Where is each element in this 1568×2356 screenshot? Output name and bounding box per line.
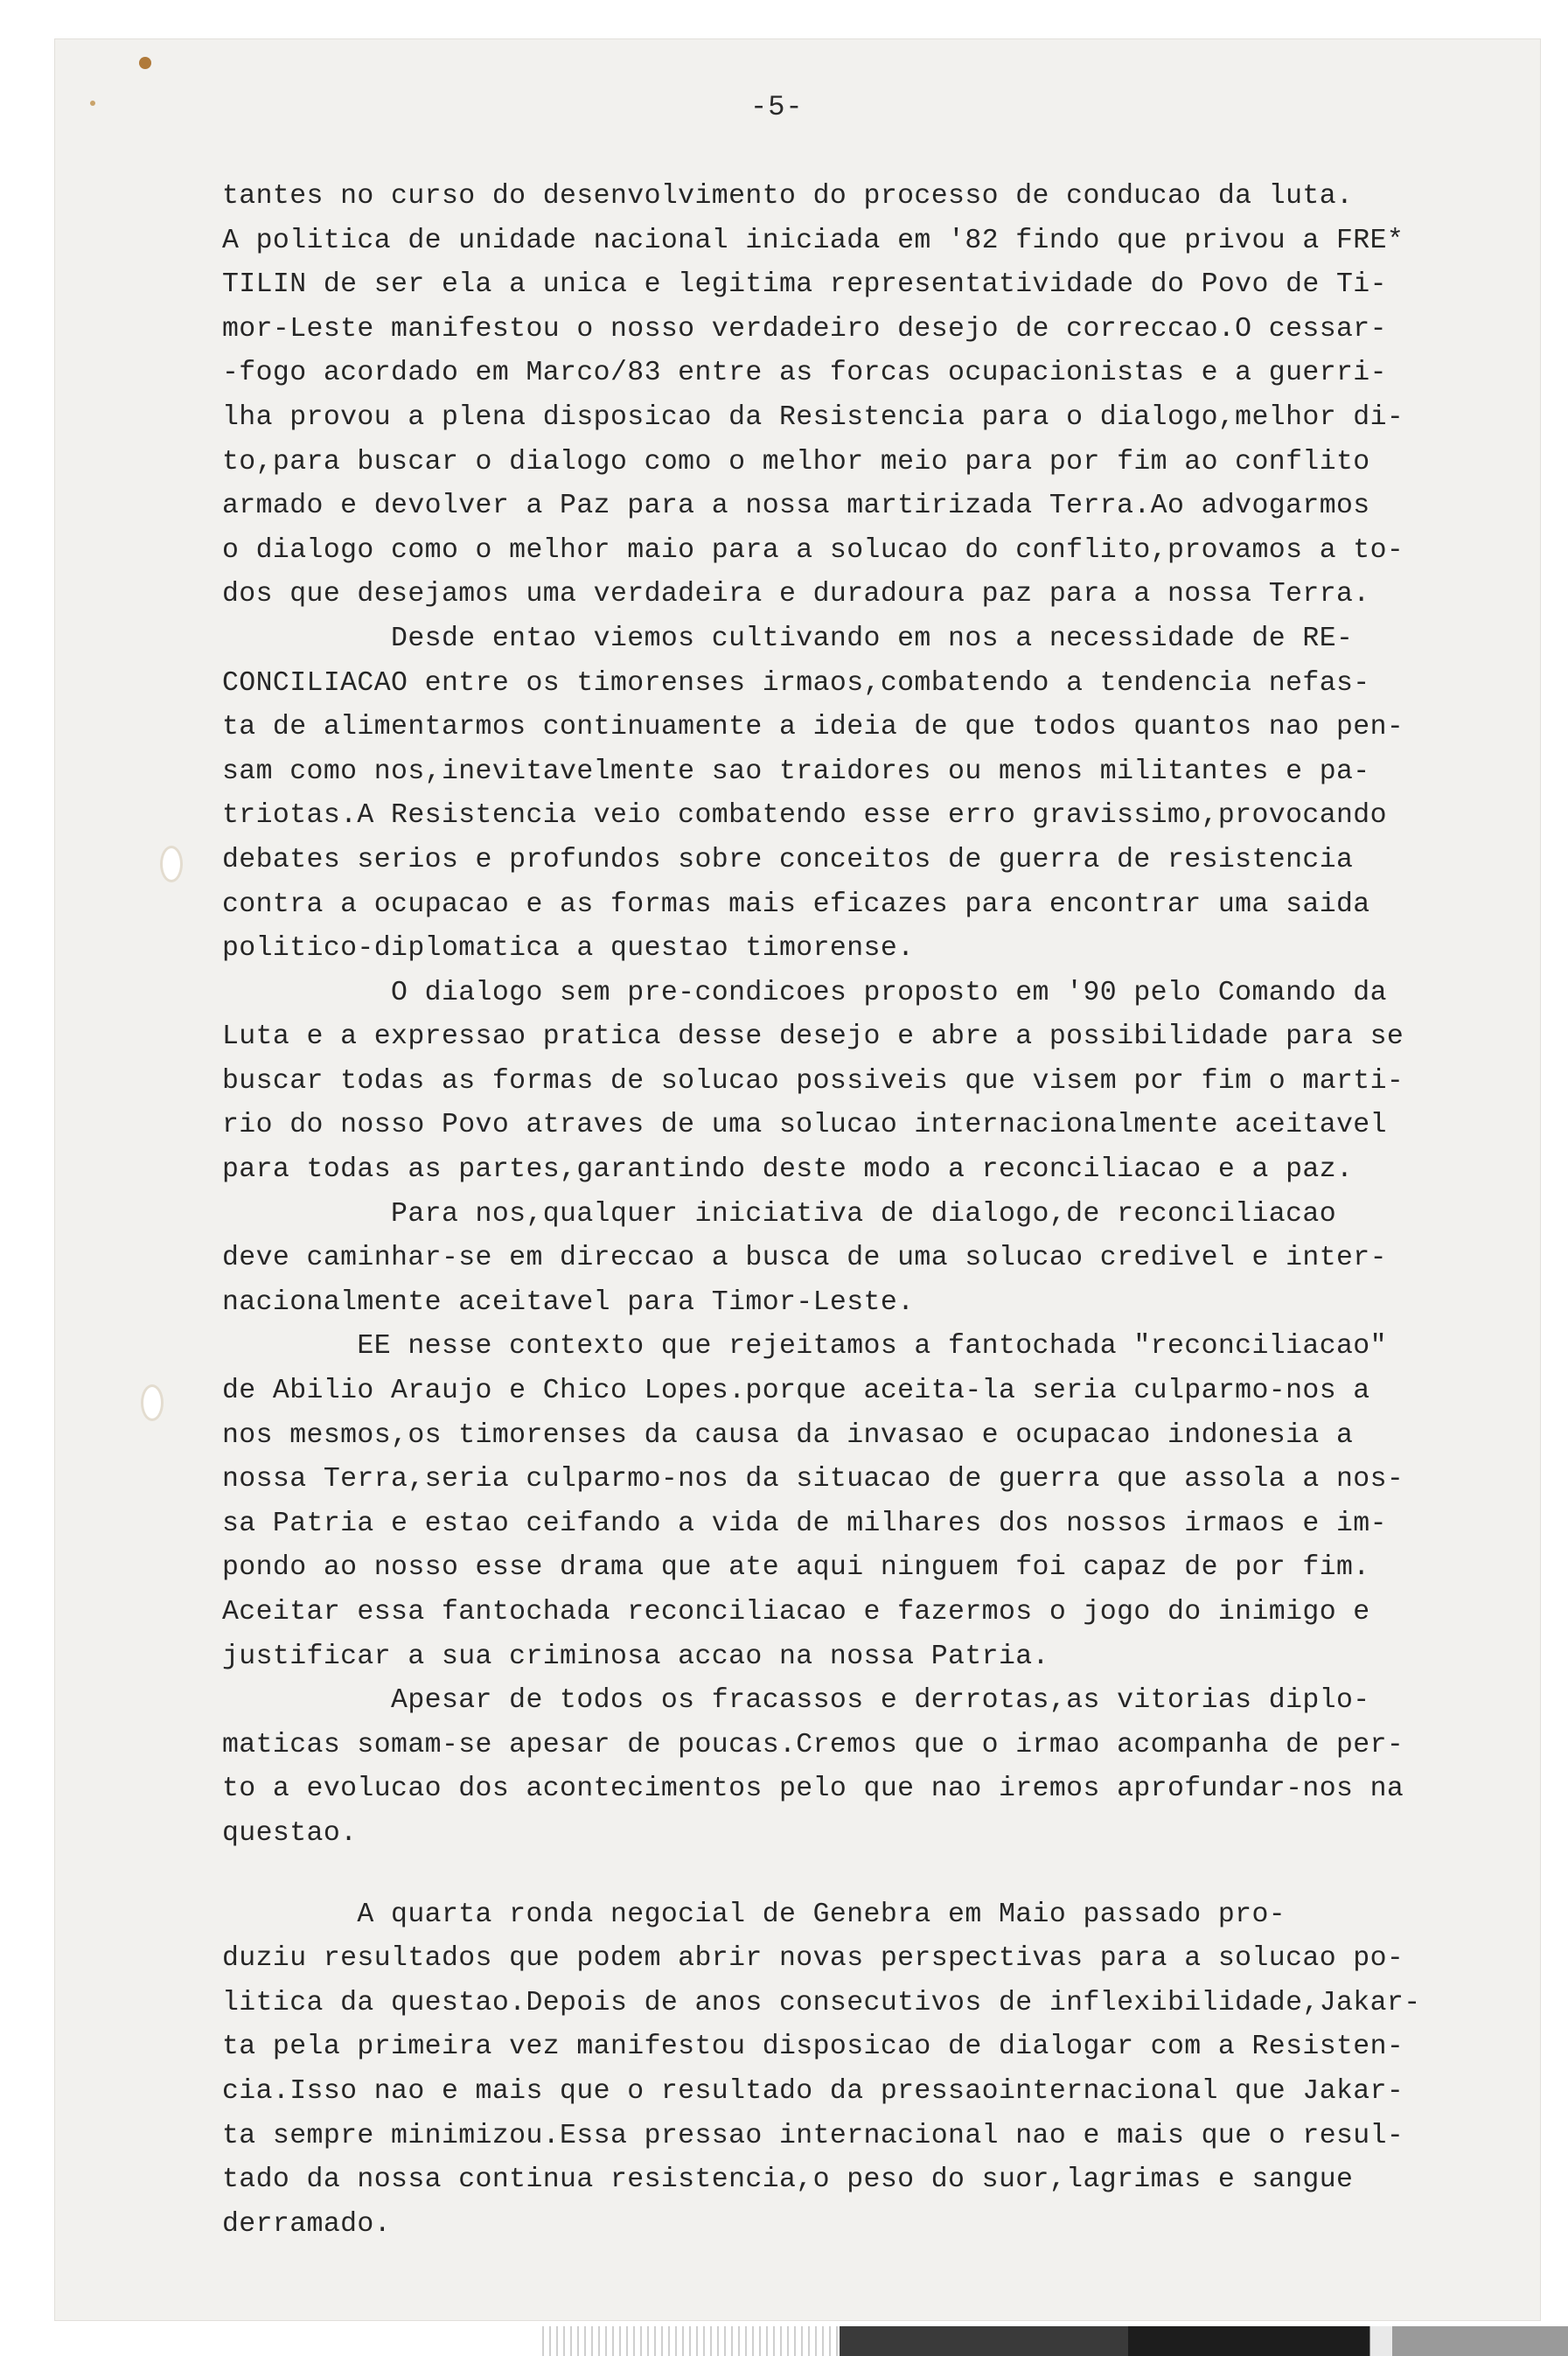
text-line: politico-diplomatica a questao timorense. [222,933,915,965]
text-line: ta sempre minimizou.Essa pressao internacional nao e mais que o resul- [222,2120,1404,2151]
text-line: Luta e a expressao pratica desse desejo e abre a possibilidade para se [222,1021,1404,1053]
text-line: debates serios e profundos sobre conceitos de guerra de resistencia [222,844,1354,875]
text-line: Aceitar essa fantochada reconciliacao e fazermos o jogo do inimigo e [222,1597,1370,1628]
text-line: EE nesse contexto que rejeitamos a fantochada "reconciliacao" [222,1331,1387,1363]
text-line: -fogo acordado em Marco/83 entre as forcas ocupacionistas e a guerri- [222,358,1387,389]
text-line: A quarta ronda negocial de Genebra em Maio passado pro- [222,1899,1286,1930]
text-line: duziu resultados que podem abrir novas perspectivas para a solucao po- [222,1943,1404,1975]
text-line: A politica de unidade nacional iniciada em '82 findo que privou a FRE* [222,225,1404,256]
text-line: Apesar de todos os fracassos e derrotas,as vitorias diplo- [222,1685,1370,1717]
text-line: to a evolucao dos acontecimentos pelo que nao iremos aprofundar-nos na [222,1774,1404,1805]
scan-ruler [542,2326,840,2356]
text-line: sam como nos,inevitavelmente sao traidores ou menos militantes e pa- [222,756,1370,787]
text-line: ta pela primeira vez manifestou disposicao de dialogar com a Resisten- [222,2032,1404,2063]
paragraph-gap [222,1857,1499,1893]
text-line: tado da nossa continua resistencia,o peso do suor,lagrimas e sangue [222,2164,1354,2196]
text-line: to,para buscar o dialogo como o melhor meio para por fim ao conflito [222,446,1370,477]
punch-hole [160,846,183,882]
text-line: pondo ao nosso esse drama que ate aqui ninguem foi capaz de por fim. [222,1552,1370,1584]
text-line: sa Patria e estao ceifando a vida de milhares dos nossos irmaos e im- [222,1508,1387,1539]
text-line: deve caminhar-se em direccao a busca de uma solucao credivel e inter- [222,1243,1387,1274]
typed-body-text [222,175,1499,2247]
text-line: Para nos,qualquer iniciativa de dialogo,de reconciliacao [222,1198,1337,1230]
text-line: buscar todas as formas de solucao possiveis que visem por fim o marti- [222,1065,1404,1097]
text-line: armado e devolver a Paz para a nossa martirizada Terra.Ao advogarmos [222,491,1370,522]
text-line: cia.Isso nao e mais que o resultado da pressaointernacional que Jakar- [222,2075,1404,2107]
text-line: nos mesmos,os timorenses da causa da invasao e ocupacao indonesia a [222,1419,1354,1451]
scan-color-bar [1128,2326,1568,2356]
text-line: nacionalmente aceitavel para Timor-Leste. [222,1286,915,1318]
text-line: de Abilio Araujo e Chico Lopes.porque aceita-la seria culparmo-nos a [222,1376,1370,1407]
text-line: nossa Terra,seria culparmo-nos da situacao de guerra que assola a nos- [222,1464,1404,1495]
text-line: rio do nosso Povo atraves de uma solucao internacionalmente aceitavel [222,1110,1387,1141]
text-line: para todas as partes,garantindo deste modo a reconciliacao e a paz. [222,1154,1354,1186]
punch-hole [141,1384,164,1421]
rust-stain [139,57,151,69]
text-line: justificar a sua criminosa accao na nossa Patria. [222,1641,1049,1672]
text-line: dos que desejamos uma verdadeira e duradoura paz para a nossa Terra. [222,579,1370,610]
text-line: lha provou a plena disposicao da Resistencia para o dialogo,melhor di- [222,401,1404,433]
text-line: TILIN de ser ela a unica e legitima representatividade do Povo de Ti- [222,269,1387,301]
text-line: litica da questao.Depois de anos consecutivos de inflexibilidade,Jakar- [222,1987,1421,2018]
text-line: derramado. [222,2208,392,2240]
text-line: o dialogo como o melhor maio para a solucao do conflito,provamos a to- [222,534,1404,566]
page-number: -5- [750,91,804,123]
text-line: contra a ocupacao e as formas mais eficazes para encontrar uma saida [222,889,1370,920]
text-line: maticas somam-se apesar de poucas.Cremos que o irmao acompanha de per- [222,1729,1404,1760]
text-line: CONCILIACAO entre os timorenses irmaos,combatendo a tendencia nefas- [222,667,1370,699]
text-line: O dialogo sem pre-condicoes proposto em '90 pelo Comando da [222,977,1387,1008]
text-line: tantes no curso do desenvolvimento do processo de conducao da luta. [222,181,1354,212]
text-line: Desde entao viemos cultivando em nos a necessidade de RE- [222,623,1354,654]
text-line: ta de alimentarmos continuamente a ideia de que todos quantos nao pen- [222,712,1404,743]
text-line: questao. [222,1817,358,1849]
text-line: mor-Leste manifestou o nosso verdadeiro desejo de correccao.O cessar- [222,313,1387,345]
rust-stain [90,101,95,106]
scan-color-bar [840,2326,1128,2356]
text-line: triotas.A Resistencia veio combatendo esse erro gravissimo,provocando [222,800,1387,832]
